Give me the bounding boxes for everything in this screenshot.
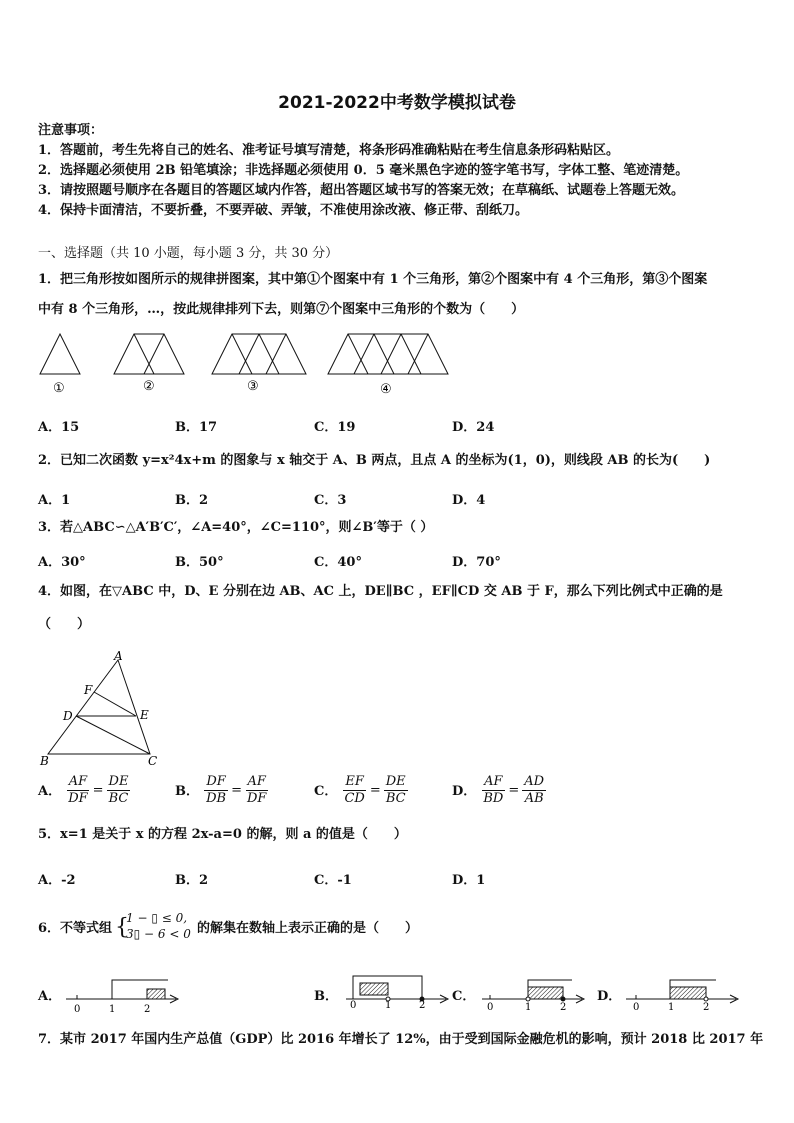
- q5-text: 5．x=1 是关于 x 的方程 2x-a=0 的解，则 a 的值是（ ）: [38, 827, 407, 842]
- tick-b-2: 2: [419, 1000, 426, 1011]
- notice-item-3: 3．请按照题号顺序在各题目的答题区域内作答，超出答题区域书写的答案无效；在草稿纸、试题卷上答题无效。: [38, 183, 685, 198]
- fig-label-4: ④: [380, 382, 392, 397]
- q6-option-c[interactable]: C．: [452, 989, 476, 1004]
- q3-text: 3．若△ABC∽△A′B′C′，∠A=40°，∠C=110°，则∠B′等于（ ）: [38, 520, 434, 535]
- q5-option-b[interactable]: B．2: [175, 873, 209, 888]
- tick-c-1: 1: [525, 1002, 532, 1013]
- page-title: 2021-2022中考数学模拟试卷: [278, 93, 516, 113]
- tick-d-0: 0: [633, 1002, 640, 1013]
- fig-label-3: ③: [247, 379, 259, 394]
- notice-item-2: 2．选择题必须使用 2B 铅笔填涂；非选择题必须使用 0．5 毫米黑色字迹的签字笔书写，字体工整、笔迹清楚。: [38, 163, 689, 178]
- q5-option-c[interactable]: C．-1: [314, 873, 352, 888]
- point-b: B: [40, 754, 49, 768]
- tick-d-1: 1: [668, 1002, 675, 1013]
- q2-option-b[interactable]: B．2: [175, 493, 209, 508]
- fig2-trapezoid: [114, 334, 184, 374]
- q6-brace: {: [115, 915, 129, 940]
- fig4-trapezoid: [328, 334, 448, 374]
- numberline-b: [346, 976, 448, 1003]
- tick-b-0: 0: [350, 1000, 357, 1011]
- fig3-trapezoid: [212, 334, 306, 374]
- q4-option-b[interactable]: B． $\frac{DF}{DB}$ = $\frac{AF}{DF}$: [175, 774, 267, 806]
- fig-label-1: ①: [53, 381, 65, 396]
- q4-option-d[interactable]: D． $\frac{AF}{BD}$ = $\frac{AD}{AB}$: [452, 774, 545, 806]
- notice-heading: 注意事项：: [38, 123, 104, 138]
- q3-option-b[interactable]: B．50°: [175, 555, 224, 570]
- notice-item-1: 1．答题前，考生先将自己的姓名、准考证号填写清楚，将条形码准确粘贴在考生信息条形码粘贴区。: [38, 143, 620, 158]
- point-c: C: [148, 754, 158, 768]
- fig1-triangle: [40, 334, 80, 374]
- tick-c-2: 2: [560, 1002, 567, 1013]
- q6-option-a[interactable]: A．: [38, 989, 62, 1004]
- numberline-a: [66, 980, 178, 1003]
- tick-b-1: 1: [385, 1000, 392, 1011]
- point-a: A: [114, 650, 123, 663]
- point-f: F: [84, 683, 93, 697]
- numberline-c: [482, 980, 584, 1003]
- q5-option-a[interactable]: A．-2: [38, 873, 76, 888]
- q4-line2: （ ）: [38, 617, 91, 632]
- tick-a-2: 2: [144, 1004, 151, 1015]
- q1-option-c[interactable]: C．19: [314, 420, 356, 435]
- q1-option-a[interactable]: A．15: [38, 420, 80, 435]
- numberline-d: [626, 980, 738, 1003]
- q2-text: 2．已知二次函数 y=x²4x+m 的图象与 x 轴交于 A、B 两点，且点 A 的坐标为(1，0)，则线段 AB 的长为( ): [38, 453, 711, 468]
- point-d: D: [63, 709, 73, 723]
- triangle-abc: [48, 660, 150, 754]
- tick-a-0: 0: [74, 1004, 81, 1015]
- q2-option-a[interactable]: A．1: [38, 493, 71, 508]
- q4-option-c[interactable]: C． $\frac{EF}{CD}$ = $\frac{DE}{BC}$: [314, 774, 406, 806]
- q7-text: 7．某市 2017 年国内生产总值（GDP）比 2016 年增长了 12%，由于受到国际金融危机的影响，预计 2018 比 2017 年: [38, 1032, 764, 1047]
- q3-option-d[interactable]: D．70°: [452, 555, 501, 570]
- q6-number-lines: [0, 968, 794, 1018]
- q6-prefix: 6．不等式组: [38, 921, 113, 936]
- q4-line1: 4．如图，在▽ABC 中，D、E 分别在边 AB、AC 上，DE∥BC ，EF∥CD 交 AB 于 F，那么下列比例式中正确的是: [38, 584, 723, 599]
- q5-option-d[interactable]: D．1: [452, 873, 486, 888]
- q6-option-d[interactable]: D．: [597, 989, 622, 1004]
- q1-line2: 中有 8 个三角形，…，按此规律排列下去，则第⑦个图案中三角形的个数为（ ）: [38, 302, 525, 317]
- tick-d-2: 2: [703, 1002, 710, 1013]
- q1-triangle-figures: [36, 330, 456, 400]
- point-e: E: [140, 708, 149, 722]
- tick-c-0: 0: [487, 1002, 494, 1013]
- section-heading: 一、选择题（共 10 小题，每小题 3 分，共 30 分）: [38, 246, 339, 261]
- q1-line1: 1．把三角形按如图所示的规律拼图案，其中第①个图案中有 1 个三角形，第②个图案中有 4 个三角形，第③个图案: [38, 272, 708, 287]
- q6-system-line2: 3▯ − 6 < 0: [126, 927, 191, 941]
- q2-option-c[interactable]: C．3: [314, 493, 347, 508]
- q6-option-b[interactable]: B．: [314, 989, 338, 1004]
- q4-triangle-figure: [36, 650, 166, 770]
- q6-system-line1: 1 − ▯ ≤ 0,: [126, 911, 188, 925]
- fig-label-2: ②: [143, 379, 155, 394]
- q6-suffix: 的解集在数轴上表示正确的是（ ）: [197, 921, 419, 936]
- q1-option-b[interactable]: B．17: [175, 420, 218, 435]
- q1-option-d[interactable]: D．24: [452, 420, 495, 435]
- q2-option-d[interactable]: D．4: [452, 493, 486, 508]
- q3-option-c[interactable]: C．40°: [314, 555, 362, 570]
- tick-a-1: 1: [109, 1004, 116, 1015]
- q4-option-a[interactable]: A． $\frac{AF}{DF}$ = $\frac{DE}{BC}$: [38, 774, 129, 806]
- q3-option-a[interactable]: A．30°: [38, 555, 86, 570]
- notice-item-4: 4．保持卡面清洁，不要折叠，不要弄破、弄皱，不准使用涂改液、修正带、刮纸刀。: [38, 203, 529, 218]
